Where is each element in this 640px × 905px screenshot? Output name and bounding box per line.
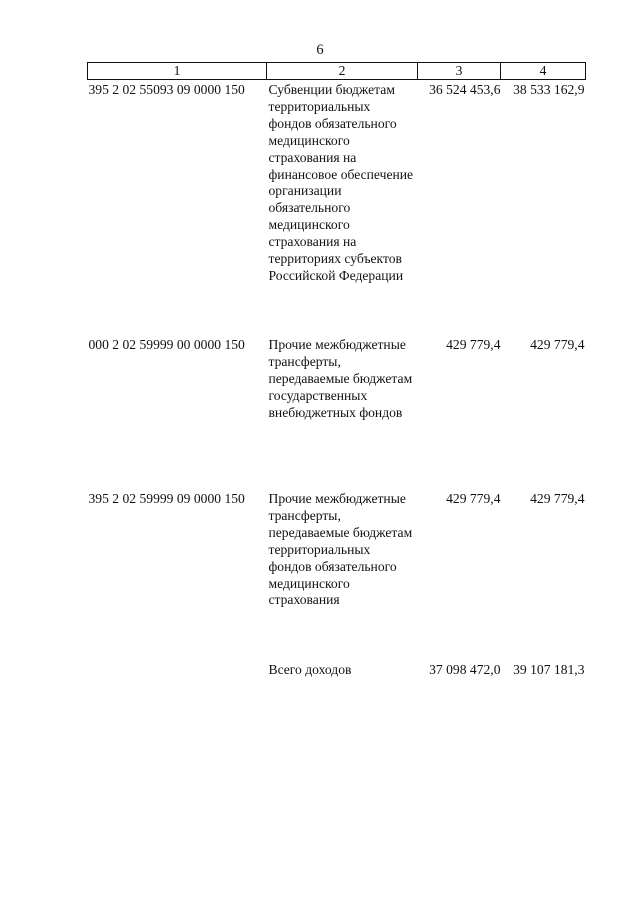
total-label: Всего доходов [268, 662, 352, 677]
table-header [88, 63, 586, 80]
revenue-name: Субвенции бюджетам территориальных фондов обязательного медицинского страхования на финансовое обеспечение организации обязательного медицинского страхования на территориях субъектов Российской Федерации [268, 82, 414, 283]
budget-code: 395 2 02 55093 09 0000 150 [88, 82, 245, 97]
amount-col3: 36 524 453,6 [429, 82, 501, 97]
table-row [88, 335, 586, 489]
column-header-1: 1 [88, 63, 267, 80]
revenue-name: Прочие межбюджетные трансферты, передаваемые бюджетам государственных внебюджетных фондов [268, 337, 413, 420]
revenue-name: Прочие межбюджетные трансферты, передаваемые бюджетам территориальных фондов обязательного медицинского страхования [268, 491, 413, 608]
total-row [88, 660, 586, 682]
total-code-empty [88, 660, 267, 682]
total-amount-col4: 39 107 181,3 [513, 662, 585, 677]
column-header-2: 2 [267, 63, 418, 80]
column-header-3: 3 [418, 63, 501, 80]
table-row [88, 80, 586, 336]
column-header-4: 4 [501, 63, 586, 80]
amount-col4: 38 533 162,9 [513, 82, 585, 97]
budget-revenue-table [87, 62, 586, 682]
amount-col3: 429 779,4 [446, 337, 501, 352]
budget-code: 395 2 02 59999 09 0000 150 [88, 491, 245, 506]
amount-col3: 429 779,4 [446, 491, 501, 506]
amount-col4: 429 779,4 [530, 491, 585, 506]
table-row [88, 489, 586, 660]
budget-code: 000 2 02 59999 00 0000 150 [88, 337, 245, 352]
total-amount-col3: 37 098 472,0 [429, 662, 501, 677]
header-row [88, 63, 586, 80]
table-body [88, 80, 586, 683]
page-number: 6 [316, 42, 324, 58]
amount-col4: 429 779,4 [530, 337, 585, 352]
